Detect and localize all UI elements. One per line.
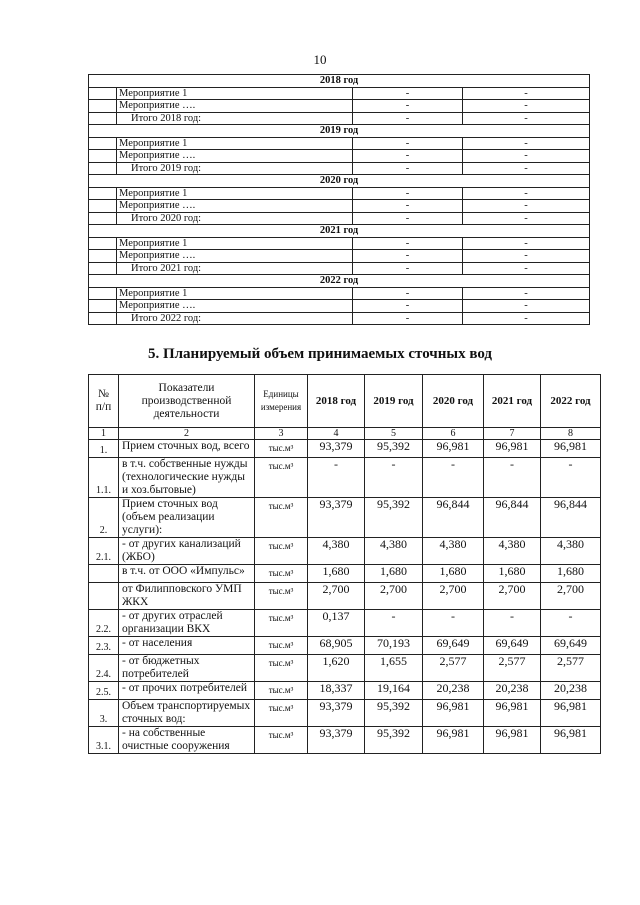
value-cell: 96,981 (541, 700, 601, 727)
table-row (89, 727, 601, 754)
activity-value: - (463, 300, 590, 313)
activity-name: Итого 2018 год: (117, 112, 353, 125)
activity-num-cell (89, 112, 117, 125)
activity-value: - (463, 250, 590, 263)
activity-name: Итого 2019 год: (117, 162, 353, 175)
activity-row (89, 112, 590, 125)
column-number: 1 (89, 428, 119, 440)
activity-value: - (463, 312, 590, 325)
activity-num-cell (89, 312, 117, 325)
value-cell: 2,700 (484, 583, 541, 610)
activity-value: - (463, 237, 590, 250)
value-cell: 1,680 (308, 565, 365, 583)
value-cell: 18,337 (308, 682, 365, 700)
indicator-name: Прием сточных вод, всего (119, 440, 255, 458)
column-number: 3 (255, 428, 308, 440)
unit-cell: тыс.м³ (255, 700, 308, 727)
activity-row (89, 187, 590, 200)
activity-value: - (353, 312, 463, 325)
value-cell: 4,380 (423, 538, 484, 565)
value-cell: - (484, 610, 541, 637)
year-row (89, 175, 590, 188)
activity-num-cell (89, 162, 117, 175)
wastewater-table (88, 374, 601, 754)
activity-row (89, 250, 590, 263)
column-number: 8 (541, 428, 601, 440)
value-cell: 0,137 (308, 610, 365, 637)
table-row (89, 610, 601, 637)
activity-row (89, 100, 590, 113)
value-cell: 20,238 (484, 682, 541, 700)
activity-value: - (463, 187, 590, 200)
value-cell: 96,981 (541, 440, 601, 458)
value-cell: 70,193 (365, 637, 423, 655)
value-cell: 96,844 (423, 498, 484, 538)
row-number: 2.5. (89, 682, 119, 700)
value-cell: 4,380 (541, 538, 601, 565)
header-indicator: Показатели производственной деятельности (119, 375, 255, 428)
value-cell: 95,392 (365, 727, 423, 754)
header-unit: Единицы измерения (255, 375, 308, 428)
activity-value: - (463, 162, 590, 175)
row-number: 2.1. (89, 538, 119, 565)
indicator-name: - на собственные очистные сооружения (119, 727, 255, 754)
value-cell: 1,680 (541, 565, 601, 583)
table-row (89, 538, 601, 565)
row-number: 1.1. (89, 458, 119, 498)
value-cell: 93,379 (308, 727, 365, 754)
activity-num-cell (89, 250, 117, 263)
value-cell: 2,700 (541, 583, 601, 610)
activity-num-cell (89, 137, 117, 150)
activity-name: Мероприятие 1 (117, 187, 353, 200)
activity-num-cell (89, 300, 117, 313)
indicator-name: - от других канализаций (ЖБО) (119, 538, 255, 565)
value-cell: 96,981 (484, 700, 541, 727)
activity-name: Мероприятие 1 (117, 137, 353, 150)
value-cell: - (365, 610, 423, 637)
row-number: 2.3. (89, 637, 119, 655)
activity-value: - (463, 262, 590, 275)
value-cell: 1,620 (308, 655, 365, 682)
indicator-name: - от бюджетных потребителей (119, 655, 255, 682)
column-numbers-row (89, 428, 601, 440)
activity-value: - (463, 150, 590, 163)
year-row (89, 275, 590, 288)
activity-row (89, 212, 590, 225)
unit-cell: тыс.м³ (255, 538, 308, 565)
section-title: 5. Планируемый объем принимаемых сточных вод (147, 346, 493, 362)
value-cell: 1,680 (423, 565, 484, 583)
activity-name: Мероприятие …. (117, 200, 353, 213)
value-cell: 4,380 (365, 538, 423, 565)
table-row (89, 498, 601, 538)
value-cell: 96,844 (484, 498, 541, 538)
value-cell: 2,700 (365, 583, 423, 610)
indicator-name: Прием сточных вод (объем реализации услуги): (119, 498, 255, 538)
activity-num-cell (89, 262, 117, 275)
activity-value: - (353, 162, 463, 175)
value-cell: - (365, 458, 423, 498)
header-year: 2020 год (423, 375, 484, 428)
column-number: 5 (365, 428, 423, 440)
unit-cell: тыс.м³ (255, 565, 308, 583)
column-number: 2 (119, 428, 255, 440)
value-cell: 69,649 (484, 637, 541, 655)
value-cell: - (423, 610, 484, 637)
indicator-name: - от прочих потребителей (119, 682, 255, 700)
unit-cell: тыс.м³ (255, 682, 308, 700)
row-number: 1. (89, 440, 119, 458)
activity-value: - (463, 200, 590, 213)
table-header-row (89, 375, 601, 428)
activity-row (89, 312, 590, 325)
activity-name: Итого 2020 год: (117, 212, 353, 225)
activity-value: - (463, 137, 590, 150)
indicator-name: от Филипповского УМП ЖКХ (119, 583, 255, 610)
activity-name: Мероприятие …. (117, 100, 353, 113)
unit-cell: тыс.м³ (255, 655, 308, 682)
header-num: № п/п (89, 375, 119, 428)
row-number: 2. (89, 498, 119, 538)
value-cell: 95,392 (365, 498, 423, 538)
value-cell: - (541, 610, 601, 637)
activity-value: - (353, 262, 463, 275)
value-cell: 93,379 (308, 498, 365, 538)
activities-table (88, 74, 590, 325)
activity-row (89, 150, 590, 163)
activity-value: - (353, 87, 463, 100)
unit-cell: тыс.м³ (255, 498, 308, 538)
year-heading: 2019 год (89, 125, 590, 138)
row-number (89, 565, 119, 583)
table-row (89, 637, 601, 655)
value-cell: - (541, 458, 601, 498)
indicator-name: - от населения (119, 637, 255, 655)
activity-value: - (353, 137, 463, 150)
value-cell: 96,981 (484, 440, 541, 458)
table-row (89, 655, 601, 682)
activity-name: Мероприятие 1 (117, 87, 353, 100)
row-number: 2.2. (89, 610, 119, 637)
activity-num-cell (89, 200, 117, 213)
activity-value: - (353, 150, 463, 163)
value-cell: 93,379 (308, 700, 365, 727)
activity-value: - (463, 112, 590, 125)
year-heading: 2018 год (89, 75, 590, 88)
year-row (89, 225, 590, 238)
activity-name: Мероприятие …. (117, 150, 353, 163)
activity-value: - (463, 100, 590, 113)
row-number (89, 583, 119, 610)
header-year: 2022 год (541, 375, 601, 428)
year-row (89, 75, 590, 88)
value-cell: 20,238 (541, 682, 601, 700)
value-cell: 69,649 (541, 637, 601, 655)
column-number: 7 (484, 428, 541, 440)
activity-value: - (353, 200, 463, 213)
activity-num-cell (89, 100, 117, 113)
value-cell: 69,649 (423, 637, 484, 655)
unit-cell: тыс.м³ (255, 458, 308, 498)
column-number: 4 (308, 428, 365, 440)
value-cell: 96,981 (423, 440, 484, 458)
value-cell: 4,380 (484, 538, 541, 565)
value-cell: 95,392 (365, 440, 423, 458)
value-cell: 1,680 (365, 565, 423, 583)
indicator-name: - от других отраслей организации ВКХ (119, 610, 255, 637)
activity-num-cell (89, 187, 117, 200)
value-cell: - (308, 458, 365, 498)
value-cell: - (484, 458, 541, 498)
value-cell: 2,577 (423, 655, 484, 682)
indicator-name: Объем транспортируемых сточных вод: (119, 700, 255, 727)
activity-value: - (463, 87, 590, 100)
activity-value: - (353, 250, 463, 263)
value-cell: 96,981 (484, 727, 541, 754)
page-number: 10 (313, 52, 327, 67)
header-year: 2018 год (308, 375, 365, 428)
table-row (89, 458, 601, 498)
value-cell: 4,380 (308, 538, 365, 565)
value-cell: 19,164 (365, 682, 423, 700)
indicator-name: в т.ч. от ООО «Импульс» (119, 565, 255, 583)
activity-value: - (463, 287, 590, 300)
value-cell: 96,981 (423, 700, 484, 727)
table-row (89, 565, 601, 583)
value-cell: 96,981 (541, 727, 601, 754)
unit-cell: тыс.м³ (255, 637, 308, 655)
value-cell: - (423, 458, 484, 498)
table-row (89, 583, 601, 610)
activity-row (89, 287, 590, 300)
activity-name: Мероприятие …. (117, 250, 353, 263)
year-heading: 2020 год (89, 175, 590, 188)
activity-row (89, 137, 590, 150)
activity-value: - (353, 287, 463, 300)
activity-row (89, 300, 590, 313)
activity-name: Итого 2022 год: (117, 312, 353, 325)
table-row (89, 700, 601, 727)
activity-value: - (353, 100, 463, 113)
year-heading: 2022 год (89, 275, 590, 288)
activity-name: Мероприятие 1 (117, 287, 353, 300)
value-cell: 96,844 (541, 498, 601, 538)
activity-row (89, 262, 590, 275)
year-heading: 2021 год (89, 225, 590, 238)
row-number: 3. (89, 700, 119, 727)
value-cell: 68,905 (308, 637, 365, 655)
activity-value: - (353, 237, 463, 250)
value-cell: 96,981 (423, 727, 484, 754)
activity-value: - (463, 212, 590, 225)
activity-num-cell (89, 87, 117, 100)
unit-cell: тыс.м³ (255, 610, 308, 637)
activity-num-cell (89, 237, 117, 250)
value-cell: 2,577 (541, 655, 601, 682)
column-number: 6 (423, 428, 484, 440)
year-row (89, 125, 590, 138)
activity-name: Мероприятие …. (117, 300, 353, 313)
value-cell: 1,655 (365, 655, 423, 682)
value-cell: 93,379 (308, 440, 365, 458)
value-cell: 2,577 (484, 655, 541, 682)
value-cell: 20,238 (423, 682, 484, 700)
activity-num-cell (89, 212, 117, 225)
row-number: 2.4. (89, 655, 119, 682)
activity-value: - (353, 212, 463, 225)
activity-value: - (353, 112, 463, 125)
row-number: 3.1. (89, 727, 119, 754)
activity-row (89, 237, 590, 250)
activity-num-cell (89, 150, 117, 163)
activity-value: - (353, 300, 463, 313)
value-cell: 1,680 (484, 565, 541, 583)
activity-value: - (353, 187, 463, 200)
header-year: 2021 год (484, 375, 541, 428)
table-row (89, 440, 601, 458)
activity-name: Мероприятие 1 (117, 237, 353, 250)
unit-cell: тыс.м³ (255, 727, 308, 754)
value-cell: 2,700 (308, 583, 365, 610)
activity-row (89, 200, 590, 213)
value-cell: 95,392 (365, 700, 423, 727)
table-row (89, 682, 601, 700)
activity-row (89, 162, 590, 175)
activity-name: Итого 2021 год: (117, 262, 353, 275)
activity-row (89, 87, 590, 100)
unit-cell: тыс.м³ (255, 583, 308, 610)
header-year: 2019 год (365, 375, 423, 428)
activity-num-cell (89, 287, 117, 300)
value-cell: 2,700 (423, 583, 484, 610)
unit-cell: тыс.м³ (255, 440, 308, 458)
indicator-name: в т.ч. собственные нужды (технологические нужды и хоз.бытовые) (119, 458, 255, 498)
